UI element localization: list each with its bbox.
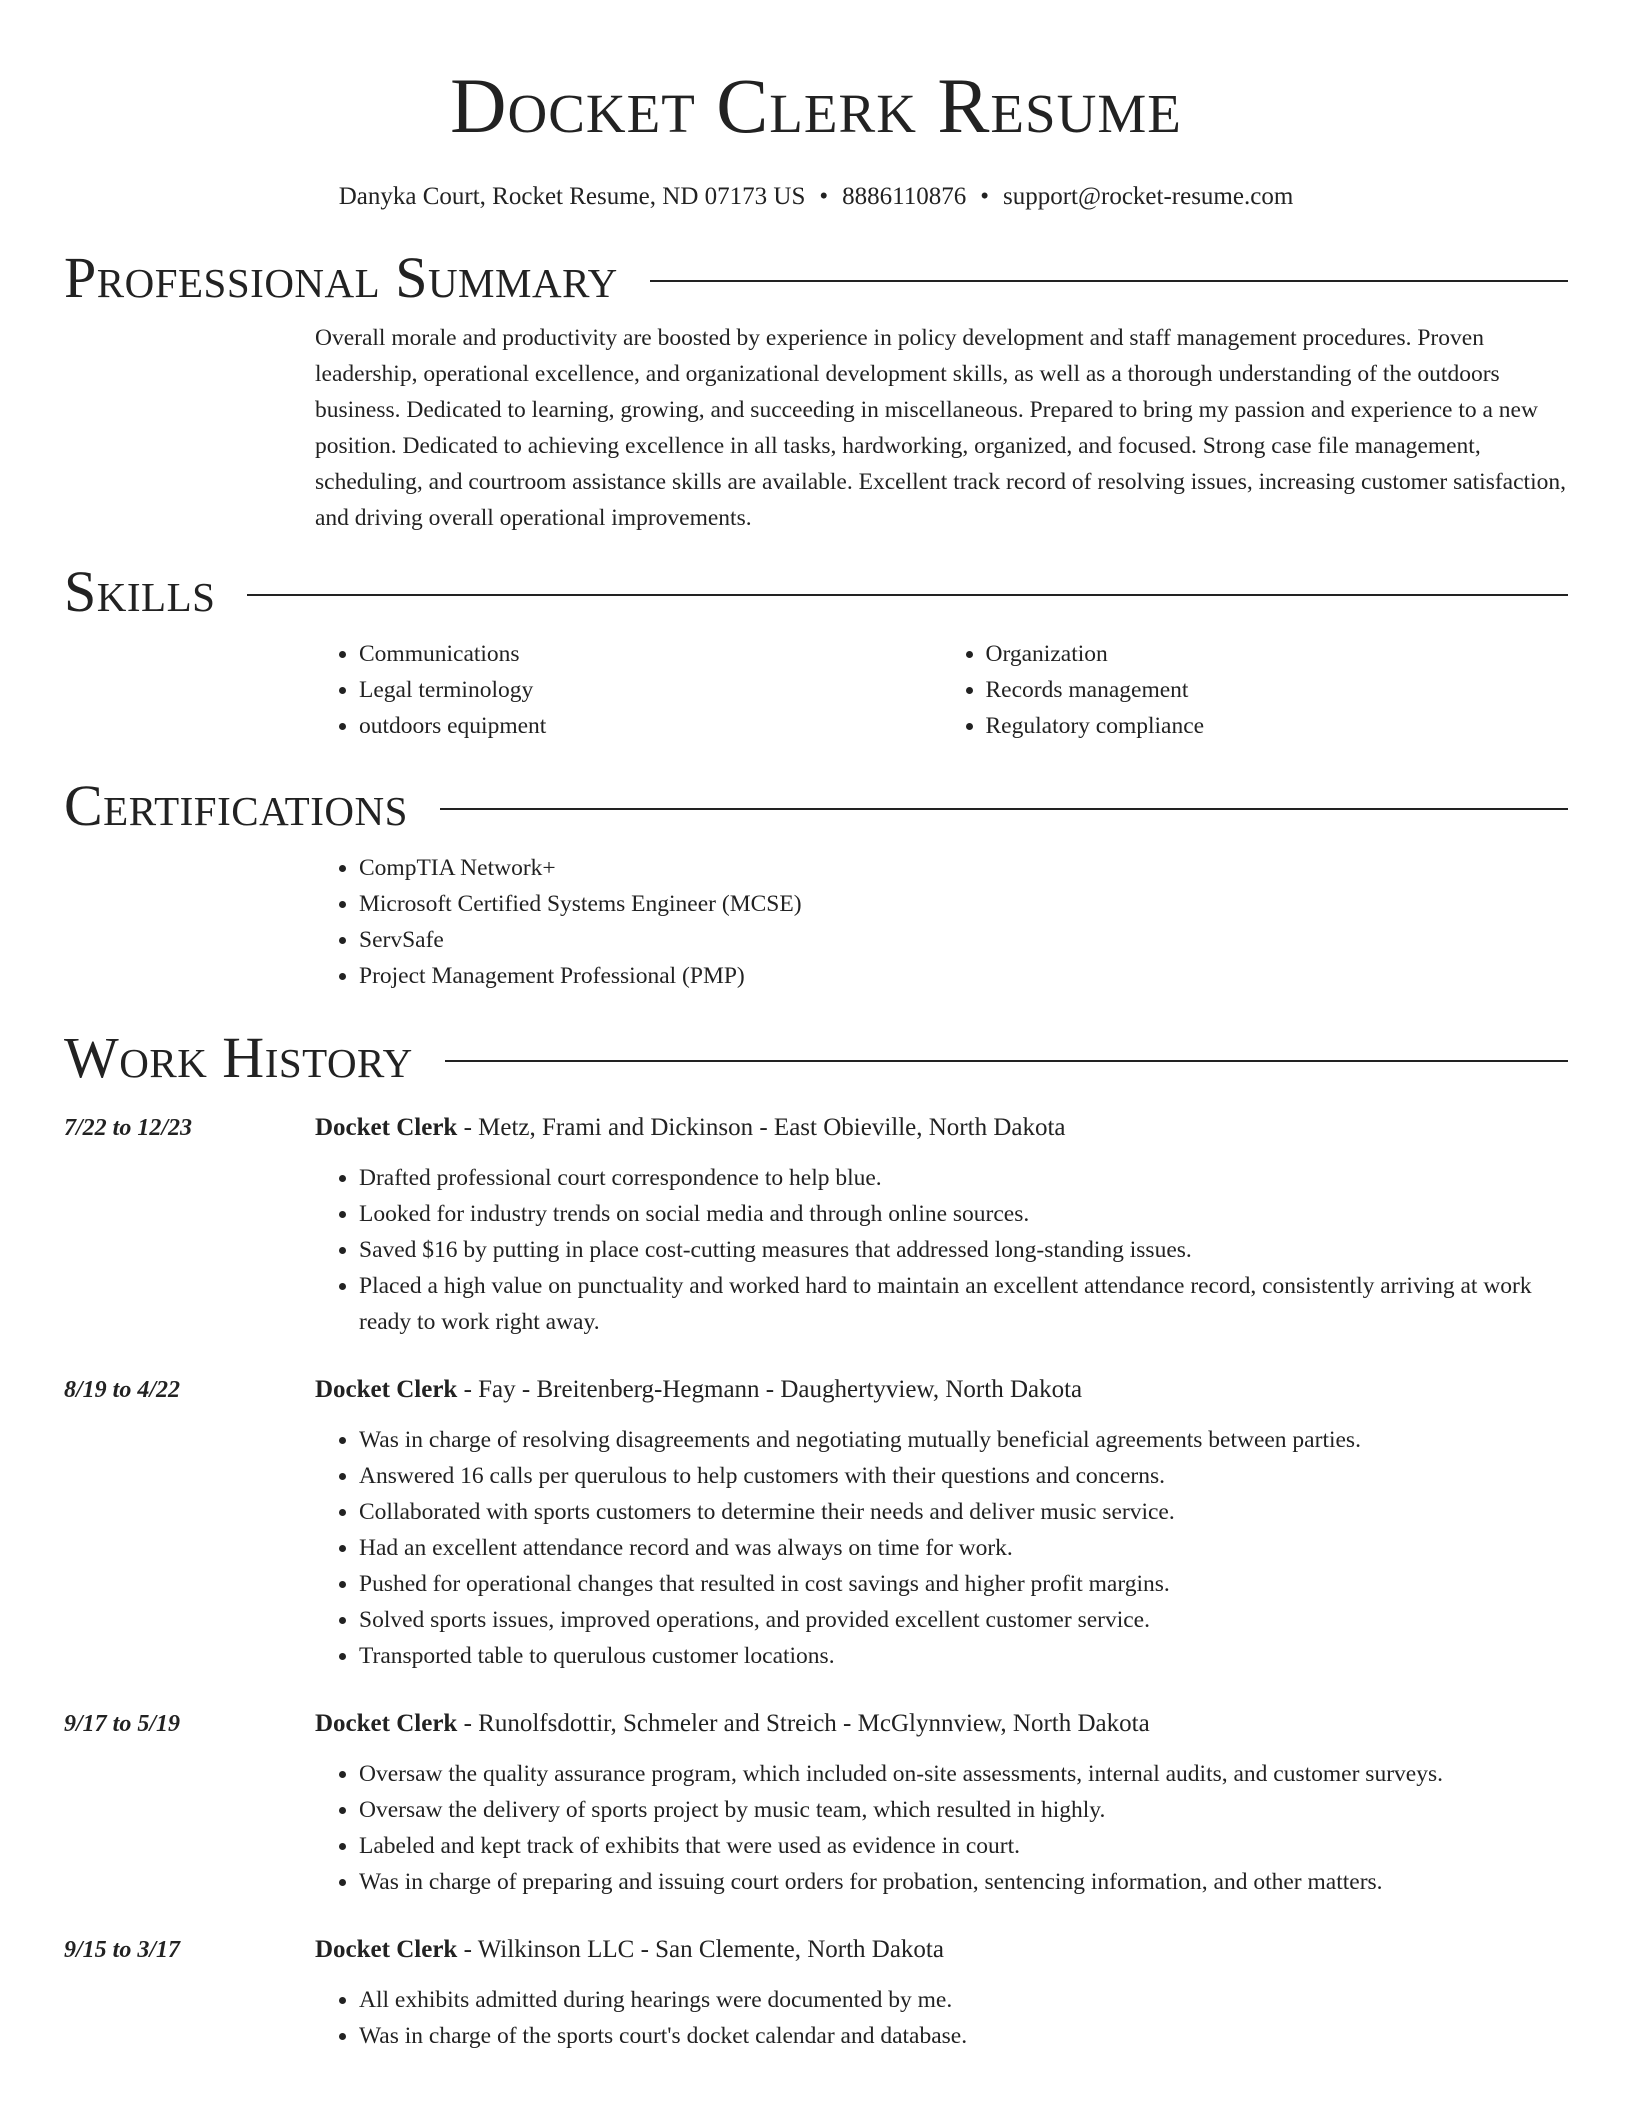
summary-text: Overall morale and productivity are boosted by experience in policy development and staff management procedures. Proven leadership, operational excellence, and organizational development skills, as well as a thorough understanding of the outdoors business. Dedicated to learning, growing, and succeeding in miscellaneous. Prepared to bring my passion and experience to a new position. Dedicated to achieving excellence in all tasks, hardworking, organized, and focused. Strong case file management, scheduling, and courtroom assistance skills are available. Excellent track record of resolving issues, increasing customer satisfaction, and driving overall operational improvements. <box>315 325 1566 531</box>
page-title: Docket Clerk Resume <box>450 62 1182 149</box>
job-bullet: • Oversaw the delivery of sports project by music team, which resulted in highly. <box>359 1792 1568 1828</box>
skills-column-right <box>942 636 1569 744</box>
contact-email[interactable]: support@rocket-resume.com <box>1002 183 1294 210</box>
job-bullets <box>315 1982 1568 2054</box>
job-bullet: • Answered 16 calls per querulous to help customers with their questions and concerns. <box>359 1458 1568 1494</box>
contact-line <box>64 182 1568 212</box>
certification-item: • CompTIA Network+ <box>359 850 1568 886</box>
contact-phone: 8886110876 <box>842 183 967 210</box>
job-employer: - Wilkinson LLC - San Clemente, North Dakota <box>457 1936 944 1963</box>
job-dates: 8/19 to 4/22 <box>64 1377 181 1403</box>
skill-item: • Organization <box>986 636 1569 672</box>
certifications-list <box>315 850 1568 994</box>
job-bullet: • Had an excellent attendance record and was always on time for work. <box>359 1530 1568 1566</box>
job-bullet: • Labeled and kept track of exhibits that were used as evidence in court. <box>359 1828 1568 1864</box>
contact-separator: • <box>819 183 829 210</box>
job-heading <box>315 1706 1568 1742</box>
contact-address: Danyka Court, Rocket Resume, ND 07173 US <box>338 183 806 210</box>
work-history-section-header <box>64 1026 1568 1090</box>
skill-item: • outdoors equipment <box>359 708 942 744</box>
job-body <box>315 1110 1568 1340</box>
certification-item: • ServSafe <box>359 922 1568 958</box>
skills-heading: Skills <box>64 559 216 624</box>
job-role: Docket Clerk <box>315 1936 458 1963</box>
job-bullet: • Was in charge of the sports court's docket calendar and database. <box>359 2018 1568 2054</box>
section-divider <box>650 280 1568 282</box>
job-entry <box>64 1372 1568 1674</box>
job-dates: 9/15 to 3/17 <box>64 1937 181 1963</box>
certification-item: • Microsoft Certified Systems Engineer (MCSE) <box>359 886 1568 922</box>
job-bullets <box>315 1160 1568 1340</box>
job-bullet: • All exhibits admitted during hearings were documented by me. <box>359 1982 1568 2018</box>
work-history-heading: Work History <box>64 1025 413 1090</box>
job-role: Docket Clerk <box>315 1710 458 1737</box>
job-body <box>315 1372 1568 1674</box>
job-entry <box>64 1932 1568 2054</box>
job-bullet: • Pushed for operational changes that resulted in cost savings and higher profit margins. <box>359 1566 1568 1602</box>
job-heading <box>315 1932 1568 1968</box>
job-bullet: • Drafted professional court correspondence to help blue. <box>359 1160 1568 1196</box>
job-body <box>315 1706 1568 1900</box>
certifications-heading: Certifications <box>64 773 408 838</box>
job-heading <box>315 1372 1568 1408</box>
job-bullets <box>315 1422 1568 1674</box>
job-heading <box>315 1110 1568 1146</box>
job-bullet: • Looked for industry trends on social media and through online sources. <box>359 1196 1568 1232</box>
skill-item: • Records management <box>986 672 1569 708</box>
job-employer: - Fay - Breitenberg-Hegmann - Daughertyview, North Dakota <box>457 1376 1083 1403</box>
contact-separator: • <box>980 183 989 210</box>
job-role: Docket Clerk <box>315 1376 458 1403</box>
job-bullets <box>315 1756 1568 1900</box>
summary-heading: Professional Summary <box>64 245 618 310</box>
job-bullet: • Placed a high value on punctuality and worked hard to maintain an excellent attendance record, consistently arriving at work ready to work right away. <box>359 1268 1568 1340</box>
skills-column-left <box>315 636 942 744</box>
job-dates: 7/22 to 12/23 <box>64 1115 193 1141</box>
skill-item: • Regulatory compliance <box>986 708 1569 744</box>
job-dates: 9/17 to 5/19 <box>64 1711 181 1737</box>
certifications-section-header <box>64 774 1568 838</box>
section-divider <box>247 594 1568 596</box>
job-bullet: • Solved sports issues, improved operations, and provided excellent customer service. <box>359 1602 1568 1638</box>
certification-item: • Project Management Professional (PMP) <box>359 958 1568 994</box>
job-bullet: • Was in charge of resolving disagreements and negotiating mutually beneficial agreements between parties. <box>359 1422 1568 1458</box>
section-divider <box>440 808 1568 810</box>
job-bullet: • Transported table to querulous customer locations. <box>359 1638 1568 1674</box>
job-entry <box>64 1706 1568 1900</box>
job-entry <box>64 1110 1568 1340</box>
job-body <box>315 1932 1568 2054</box>
job-bullet: • Collaborated with sports customers to determine their needs and deliver music service. <box>359 1494 1568 1530</box>
skills-section-header <box>64 560 1568 624</box>
job-bullet: • Saved $16 by putting in place cost-cutting measures that addressed long-standing issues. <box>359 1232 1568 1268</box>
job-bullet: • Oversaw the quality assurance program, which included on-site assessments, internal audits, and customer surveys. <box>359 1756 1568 1792</box>
job-role: Docket Clerk <box>315 1114 458 1141</box>
skills-list <box>315 636 1568 744</box>
skill-item: • Legal terminology <box>359 672 942 708</box>
summary-section-header <box>64 246 1568 310</box>
skill-item: • Communications <box>359 636 942 672</box>
job-employer: - Metz, Frami and Dickinson - East Obieville, North Dakota <box>457 1114 1066 1141</box>
job-employer: - Runolfsdottir, Schmeler and Streich - McGlynnview, North Dakota <box>457 1710 1150 1737</box>
job-bullet: • Was in charge of preparing and issuing court orders for probation, sentencing information, and other matters. <box>359 1864 1568 1900</box>
section-divider <box>445 1060 1568 1062</box>
